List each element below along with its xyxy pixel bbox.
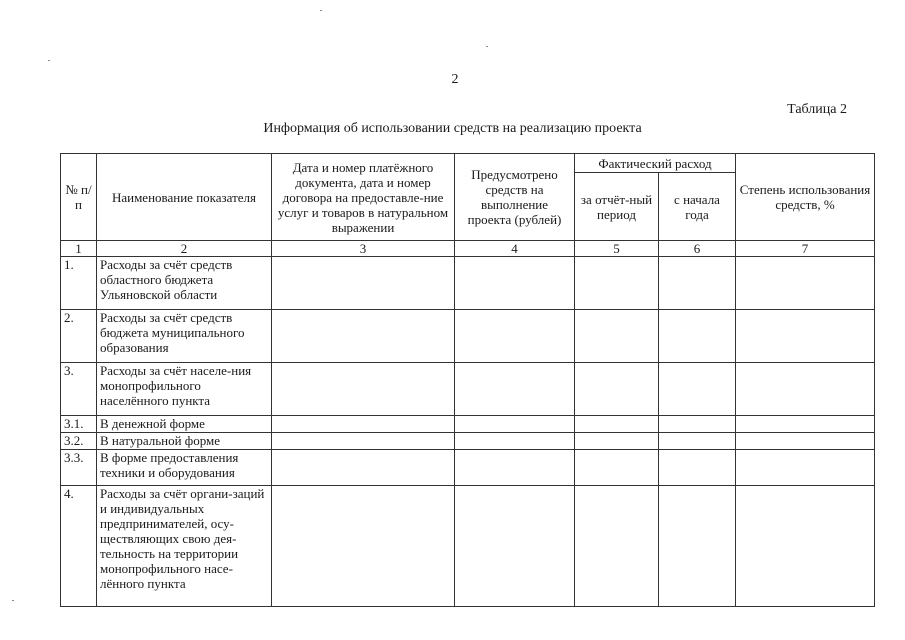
column-number: 2	[97, 241, 272, 257]
row-number: 4.	[61, 486, 97, 607]
empty-cell	[575, 433, 659, 450]
table-row	[61, 486, 875, 607]
row-number: 1.	[61, 257, 97, 310]
empty-cell	[272, 363, 455, 416]
header-planned-funds: Предусмотрено средств на выполнение проекта (рублей)	[455, 154, 575, 241]
row-number: 3.	[61, 363, 97, 416]
row-name: В денежной форме	[97, 416, 272, 433]
empty-cell	[455, 416, 575, 433]
empty-cell	[575, 450, 659, 486]
empty-cell	[659, 433, 736, 450]
header-reporting-period: за отчёт-ный период	[575, 173, 659, 241]
empty-cell	[455, 257, 575, 310]
row-number: 2.	[61, 310, 97, 363]
document-title: Информация об использовании средств на реализацию проекта	[263, 121, 642, 136]
row-name: Расходы за счёт населе-ния монопрофильного населённого пункта	[97, 363, 272, 416]
header-payment-document: Дата и номер платёжного документа, дата и номер договора на предоставле-ние услуг и товаров в натуральном выражении	[272, 154, 455, 241]
empty-cell	[659, 450, 736, 486]
column-number: 3	[272, 241, 455, 257]
column-number: 7	[736, 241, 875, 257]
empty-cell	[272, 450, 455, 486]
empty-cell	[736, 416, 875, 433]
scan-speck	[320, 10, 322, 11]
table-row	[61, 450, 875, 486]
empty-cell	[272, 310, 455, 363]
row-name: В натуральной форме	[97, 433, 272, 450]
column-number: 1	[61, 241, 97, 257]
column-number: 5	[575, 241, 659, 257]
row-number: 3.3.	[61, 450, 97, 486]
empty-cell	[736, 450, 875, 486]
column-number-row	[61, 241, 875, 257]
row-name: Расходы за счёт средств областного бюджета Ульяновской области	[97, 257, 272, 310]
empty-cell	[272, 486, 455, 607]
row-name: Расходы за счёт средств бюджета муниципального образования	[97, 310, 272, 363]
table-row	[61, 363, 875, 416]
empty-cell	[272, 416, 455, 433]
empty-cell	[455, 363, 575, 416]
column-number: 6	[659, 241, 736, 257]
header-number: № п/п	[61, 154, 97, 241]
header-usage-degree: Степень использования средств, %	[736, 154, 875, 241]
empty-cell	[575, 486, 659, 607]
row-number: 3.2.	[61, 433, 97, 450]
empty-cell	[736, 363, 875, 416]
empty-cell	[659, 486, 736, 607]
row-name: Расходы за счёт органи-заций и индивидуальных предпринимателей, осу-ществляющих свою дея-тельность на территории монопрофильного насе-лённого пункта	[97, 486, 272, 607]
page-number: 2	[451, 72, 459, 87]
scan-speck	[48, 60, 50, 61]
empty-cell	[272, 433, 455, 450]
row-name: В форме предоставления техники и оборудования	[97, 450, 272, 486]
table-row	[61, 416, 875, 433]
empty-cell	[575, 257, 659, 310]
empty-cell	[736, 257, 875, 310]
header-year-to-date: с начала года	[659, 173, 736, 241]
header-actual-expense-group: Фактический расход	[575, 154, 736, 173]
scan-speck	[12, 600, 14, 601]
header-indicator-name: Наименование показателя	[97, 154, 272, 241]
table-row	[61, 257, 875, 310]
table-row	[61, 310, 875, 363]
empty-cell	[736, 486, 875, 607]
empty-cell	[272, 257, 455, 310]
table-row	[61, 433, 875, 450]
empty-cell	[455, 486, 575, 607]
empty-cell	[575, 416, 659, 433]
empty-cell	[455, 310, 575, 363]
row-number: 3.1.	[61, 416, 97, 433]
header-row-top	[61, 154, 875, 173]
empty-cell	[659, 310, 736, 363]
empty-cell	[575, 310, 659, 363]
empty-cell	[455, 433, 575, 450]
expense-report-table	[60, 153, 875, 607]
table-label: Таблица 2	[787, 102, 847, 117]
empty-cell	[659, 416, 736, 433]
empty-cell	[455, 450, 575, 486]
empty-cell	[659, 363, 736, 416]
empty-cell	[736, 310, 875, 363]
scan-speck	[486, 46, 488, 47]
column-number: 4	[455, 241, 575, 257]
empty-cell	[736, 433, 875, 450]
empty-cell	[659, 257, 736, 310]
empty-cell	[575, 363, 659, 416]
